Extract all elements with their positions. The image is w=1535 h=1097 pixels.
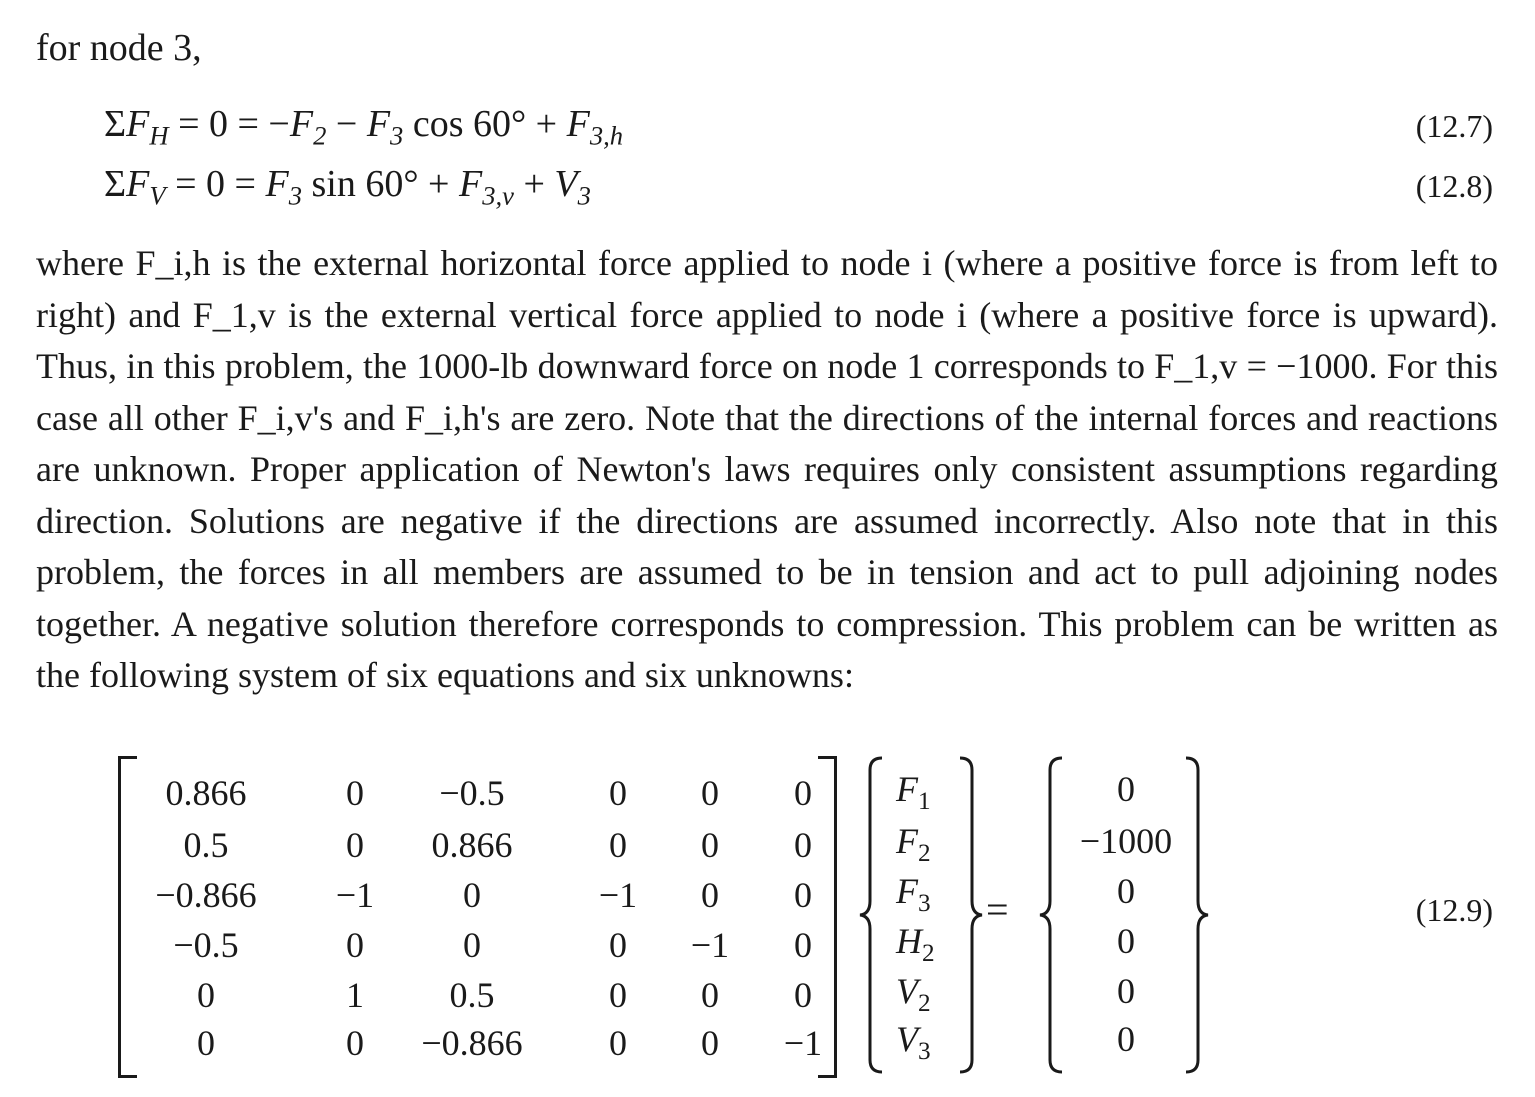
matrix-cell: 0 [701,1023,719,1063]
matrix-cell: 0 [794,925,812,965]
matrix-cell: 0 [794,975,812,1015]
rhs-item: −1000 [1079,821,1173,861]
matrix-cell: 0 [346,1023,364,1063]
rhs-item: 0 [1117,769,1135,809]
matrix-cell: −1 [335,875,375,915]
matrix-cell: 0.866 [165,773,247,813]
matrix-cell: 0 [609,773,627,813]
equation-12-7: $\Sigma F_H = 0 = -F_2 - F_3$ $\cos 60^\circ + F_{3,h}$ [104,103,624,151]
body-paragraph [36,238,1498,702]
matrix-cell: 0 [609,925,627,965]
matrix-cell: 0.5 [449,975,495,1015]
rhs-item: 0 [1117,971,1135,1011]
equals-sign: = [986,887,1009,932]
unknown-item: $F_1$ [896,769,931,816]
unknown-item: $F_2$ [896,821,931,868]
matrix-cell: 0 [794,875,812,915]
intro-text: for node 3, [36,27,202,69]
matrix-cell: −1 [690,925,730,965]
matrix-cell: 0 [463,925,481,965]
matrix-cell: −1 [783,1023,823,1063]
equation-number-12-8: (12.8) [1415,168,1493,204]
unknowns-right-brace [956,756,986,1074]
matrix-cell: 0 [609,825,627,865]
unknown-item: $V_3$ [896,1019,931,1066]
matrix-cell: 0 [794,825,812,865]
unknown-item: $F_3$ [896,871,931,918]
equation-number-12-7: (12.7) [1415,108,1493,144]
matrix-cell: 0 [701,875,719,915]
rhs-right-brace [1182,756,1212,1074]
unknown-item: $H_2$ [896,921,935,968]
matrix-cell: 0 [346,925,364,965]
equation-number-12-9: (12.9) [1415,892,1493,928]
matrix-cell: 0 [197,1023,215,1063]
matrix-cell: 0 [701,825,719,865]
matrix-cell: −1 [598,875,638,915]
matrix-cell: 0 [463,875,481,915]
matrix-cell: 0 [701,975,719,1015]
matrix-cell: 0 [346,773,364,813]
unknowns-left-brace [858,756,888,1074]
rhs-item: 0 [1117,1019,1135,1059]
matrix-cell: 0 [701,773,719,813]
matrix-cell: −0.5 [173,925,239,965]
matrix-cell: 0 [346,825,364,865]
matrix-cell: −0.866 [155,875,257,915]
matrix-cell: −0.5 [439,773,505,813]
matrix-cell: 0 [197,975,215,1015]
matrix-cell: 0.5 [183,825,229,865]
unknown-item: $V_2$ [896,971,931,1018]
rhs-item: 0 [1117,871,1135,911]
matrix-cell: 0.866 [431,825,513,865]
rhs-item: 0 [1117,921,1135,961]
matrix-cell: 0 [609,1023,627,1063]
matrix-cell: 0 [794,773,812,813]
equation-12-8: $\Sigma F_V = 0 = F_3$ $\sin 60^\circ + F_{3,v} + V_3$ [104,163,591,211]
matrix-cell: 0 [609,975,627,1015]
paragraph-text: where F_i,h is the external horizontal force applied to node i (where a positive force is from left to right) and F_1,v is the external vertical force applied to node i (where a positive force is upward). Thus, in this problem, the 1000-lb downward force on node 1 corresponds to F_1,v = −1000. For this case all other F_i,v's and F_i,h's are zero. Note that the directions of the internal forces and reactions are unknown. Proper application of Newton's laws requires only consistent assumptions regarding direction. Solutions are negative if the directions are assumed incorrectly. Also note that in this problem, the forces in all members are assumed to be in tension and act to pull adjoining nodes together. A negative solution therefore corresponds to compression. This problem can be written as the following system of six equations and six unknowns: [36,243,1498,695]
matrix-cell: 1 [346,975,364,1015]
matrix-cell: −0.866 [421,1023,523,1063]
